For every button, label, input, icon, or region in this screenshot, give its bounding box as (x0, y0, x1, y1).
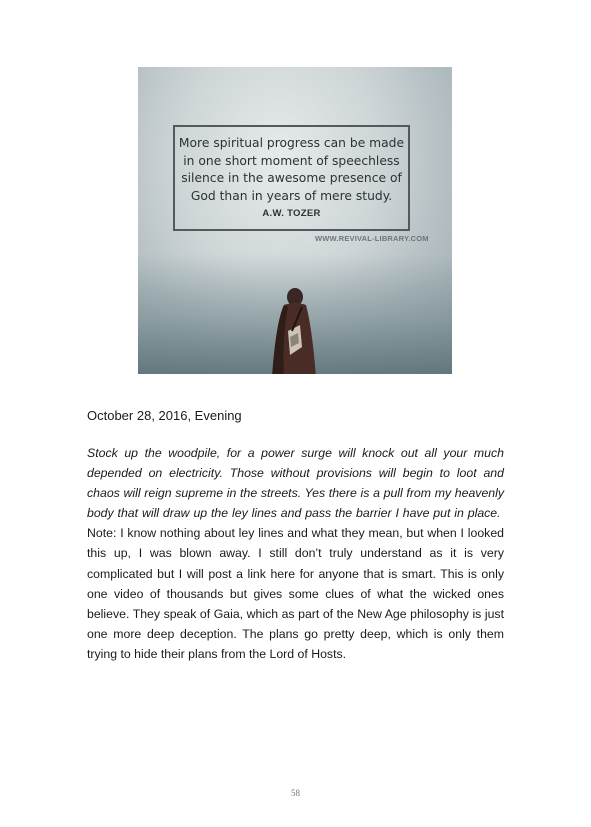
quote-image (138, 67, 452, 374)
standing-figure-silhouette (268, 287, 318, 374)
note-text: Note: I know nothing about ley lines and what they mean, but when I looked this up, I was blown away. I still don’t truly understand as it is very complicated but I will post a link here for anyone that is smart. This is only one video of thousands but gives some clues of what the wicked ones believe. They speak of Gaia, which as part of the New Age philosophy is just one more deep deception. The plans go pretty deep, which is only them trying to hide their plans from the Lord of Hosts. (87, 526, 504, 661)
quote-line: silence in the awesome presence of (181, 171, 402, 185)
quote-frame (173, 125, 410, 231)
entry-body (87, 443, 504, 664)
quote-line: More spiritual progress can be made (178, 136, 405, 150)
quote-line: God than in years of mere study. (190, 188, 393, 203)
quote-line: in one short moment of speechless (183, 153, 400, 168)
entry-date-heading: October 28, 2016, Evening (87, 408, 242, 423)
page-number: 58 (291, 788, 300, 798)
quote-author: A.W. TOZER (262, 208, 321, 219)
watermark: WWW.REVIVAL-LIBRARY.COM (315, 234, 429, 243)
prophecy-text: Stock up the woodpile, for a power surge will knock out all your much depended on electricity. Those without provisions will begin to loot and chaos will reign supreme in the streets. Yes there is a pull from my heavenly body that will draw up the ley lines and pass the barrier I have put in place. (87, 446, 504, 521)
